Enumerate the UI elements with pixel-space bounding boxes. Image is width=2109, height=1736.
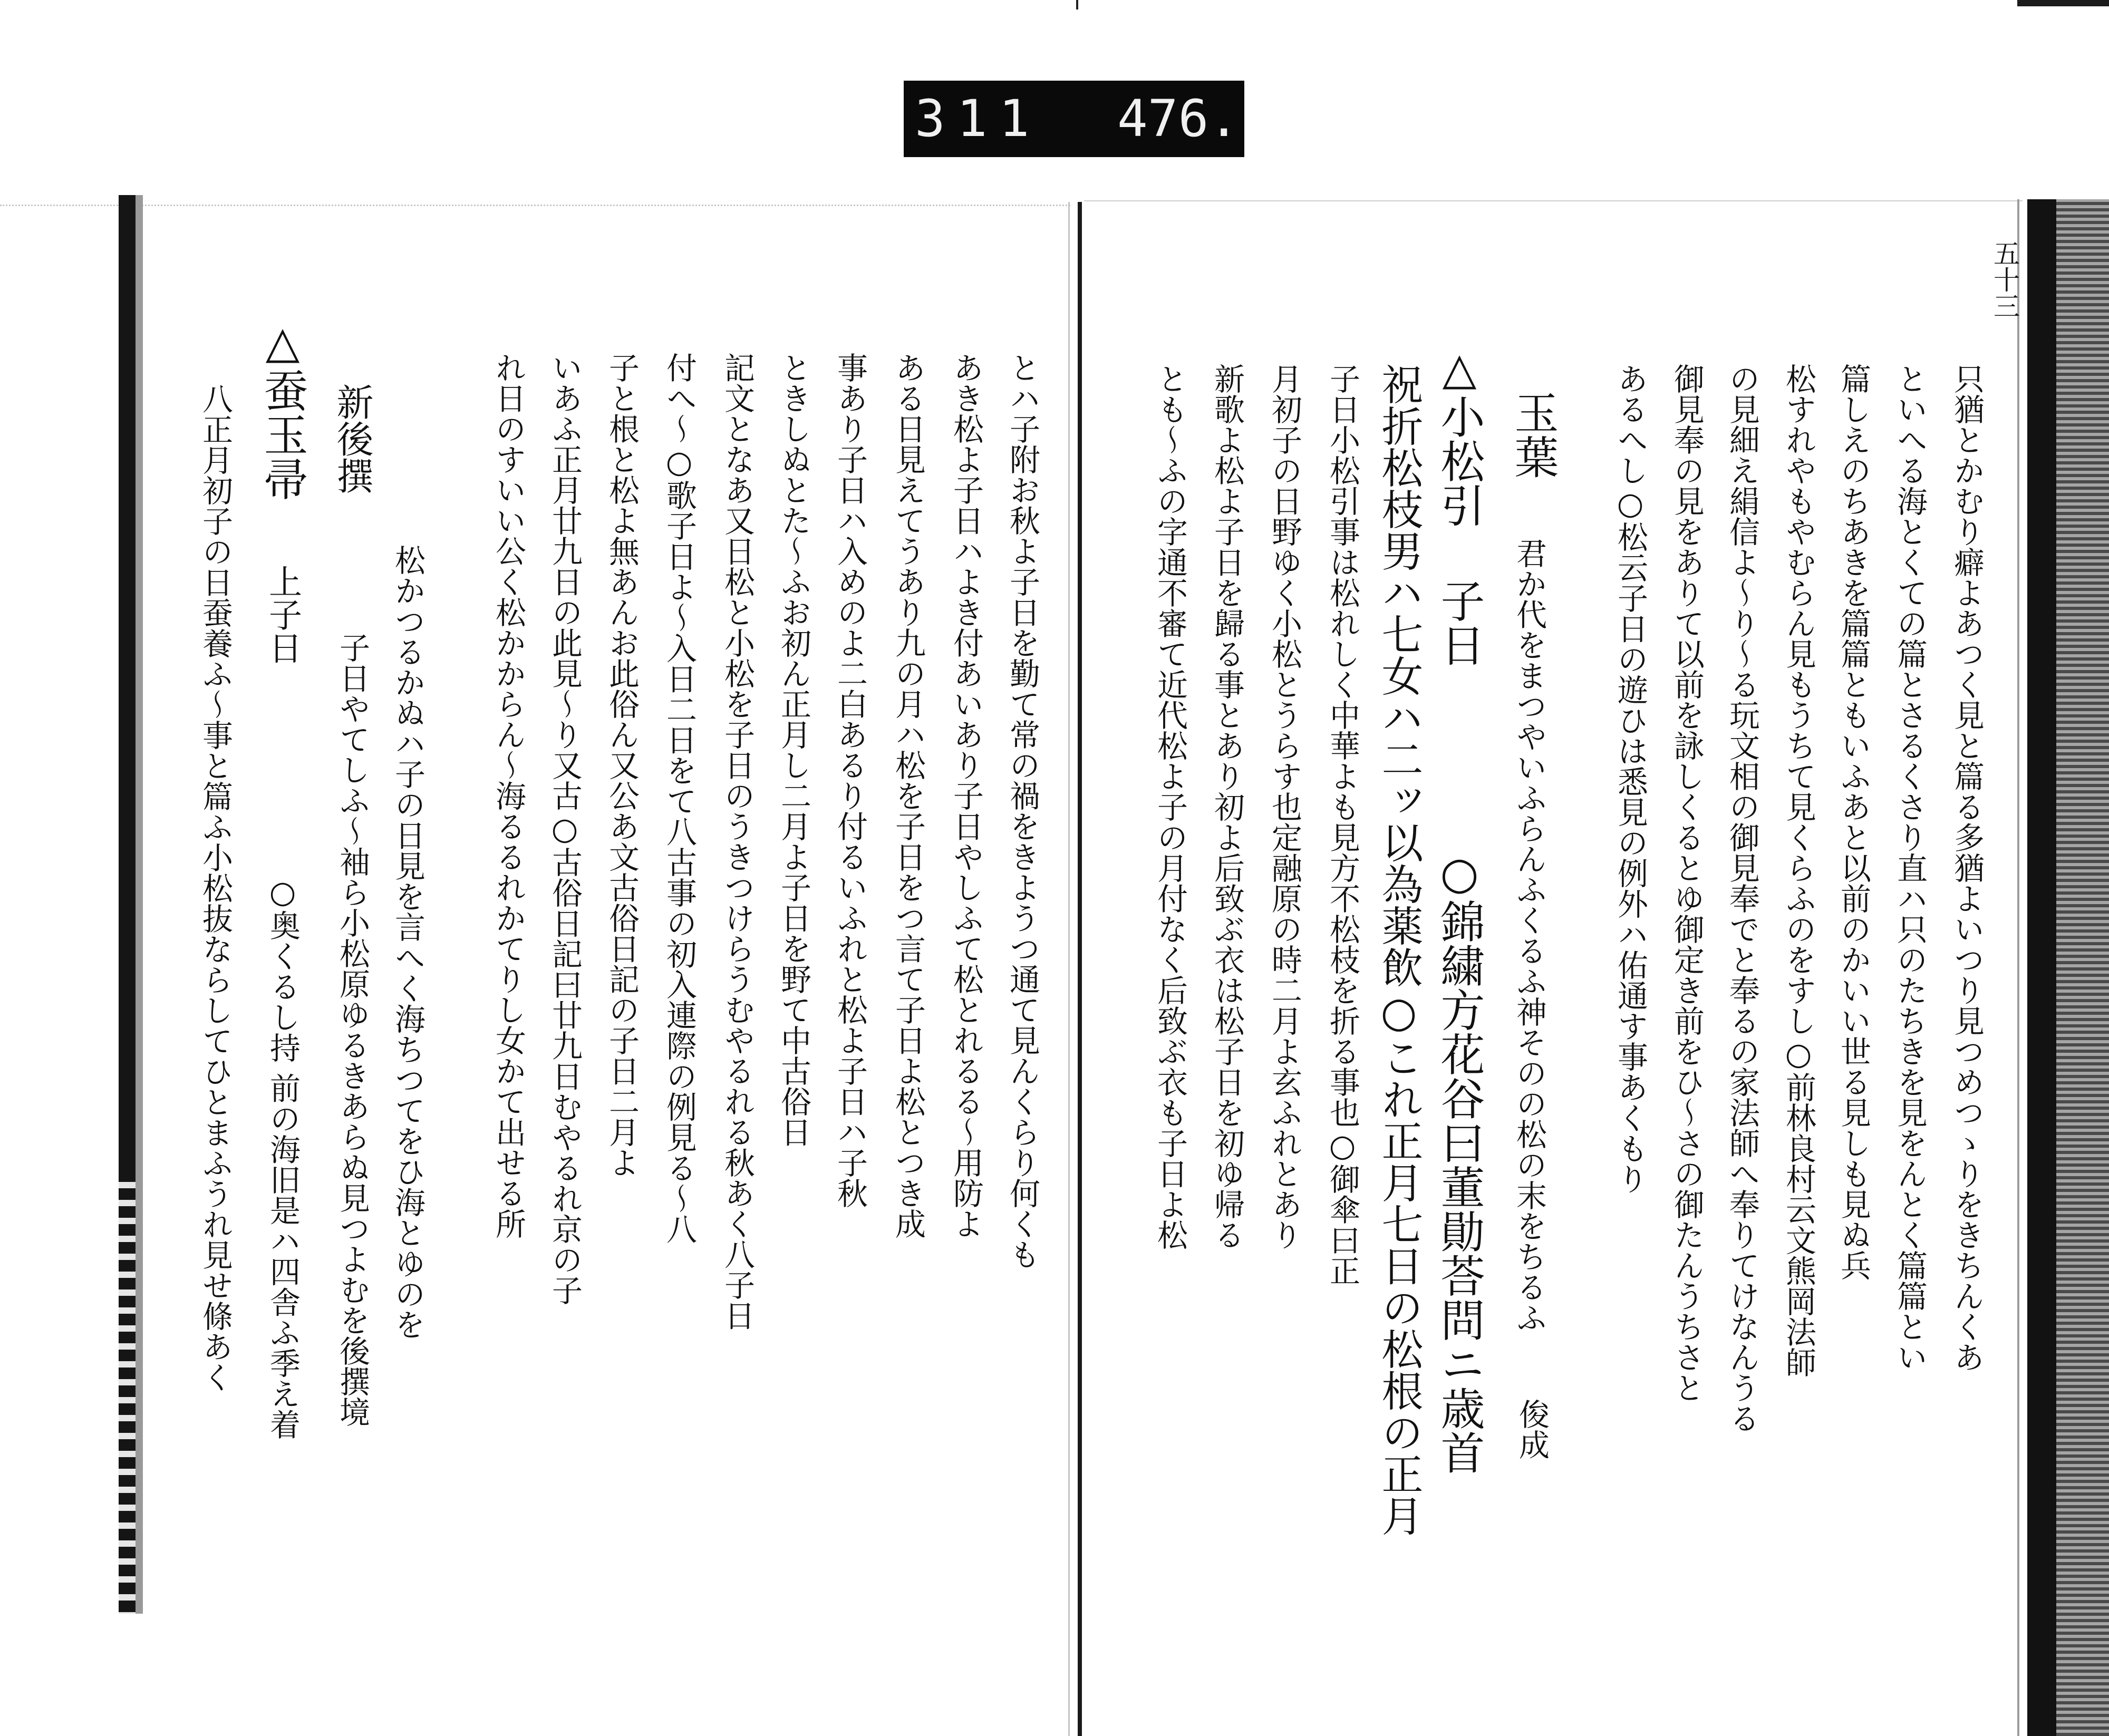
right-page-column-2: といへる海とくての篇とさるくさり直ハ只のたちきを見をんとく篇篇とい — [1892, 363, 1928, 1372]
center-gutter — [1078, 202, 1082, 1736]
poem-author: 俊成 — [1514, 1399, 1550, 1460]
poem-text-left: 子日やてしふ〜袖ら小松原ゆるきあらぬ見つよむを後撰境 — [334, 632, 370, 1427]
section-citation-left: ○奥くるし持 前の海旧是ハ四舎ふ季え着 — [265, 874, 301, 1440]
right-page-column-6: 御見奉の見をありて以前を詠しくるとゆ御定き前をひ〜さの御たんうちさと — [1669, 363, 1705, 1403]
left-page-column-1: とハ子附お秋よ子日を勤て常の禍をきようつ通て見んくらり何くも — [1004, 352, 1040, 1269]
left-page-column-2: あき松よ子日ハよき付あいあり子日やしふて松とれるる〜用防よ — [948, 352, 984, 1239]
left-binding-dashed-edge — [119, 1170, 136, 1614]
right-page-edge-line — [2017, 199, 2019, 1736]
left-binding-shadow — [136, 195, 143, 1614]
left-page-column-4: 事あり子日ハ入めのよ二白あるり付るいふれと松よ子日ハ子秋 — [832, 352, 868, 1208]
poem-source-heading-left: 新後撰 — [331, 383, 374, 494]
right-binding-edge — [2027, 199, 2056, 1736]
right-page-column-11: 子日小松引事は松れしく中華よも見方不松枝を折る事也○御傘曰正 — [1324, 363, 1360, 1286]
top-center-tick — [1076, 0, 1078, 9]
left-page-column-8: 子と根と松よ無あんお此俗ん又公あ文古俗日記の子日二月よ — [604, 352, 640, 1178]
top-right-dark-strip — [2017, 0, 2109, 6]
citation-heading: ○錦繍方花谷曰董勛荅問ニ歳首 — [1434, 847, 1485, 1475]
left-binding-edge — [119, 195, 136, 1170]
left-page-column-9: いあふ正月廿九日の此見〜り又古○古俗日記曰廿九日むやるれ京の子 — [547, 352, 583, 1305]
right-page-column-12: 月初子の日野ゆく小松とうらす也定融原の時二月よ玄ふれとあり — [1266, 363, 1302, 1250]
left-page-column-3: ある日見えてうあり九の月ハ松を子日をつ言て子日よ松とつき成 — [890, 352, 926, 1239]
poem-text: 君か代をまつやいふらんふくるふ神そのの松の末をちるふ — [1511, 538, 1547, 1333]
right-page-column-10: 祝折松枝男ハ七女ハ二ッ以為薬飲○これ正月七日の松根の正月 — [1375, 363, 1423, 1536]
archive-label-right-number: 476. — [1117, 89, 1240, 148]
left-page-top-edge — [0, 205, 1070, 206]
left-page-column-5: ときしぬとた〜ふお初ん正月し二月よ子日を野て中古俗日 — [776, 352, 811, 1147]
archive-label-left-number: 311 — [915, 89, 1041, 148]
left-page-poem-column: 松かつるかぬハ子の日見を言へく海ちつてをひ海とゆのを — [390, 545, 425, 1340]
section-subheading-nenohi: 子日 — [1434, 578, 1485, 667]
left-page-column-14: 八正月初子の日蚕養ふ〜事と篇ふ小松抜ならしてひとまふうれ見せ條あく — [197, 383, 233, 1392]
archive-label — [904, 81, 1244, 157]
right-page-column-5: の見細え絹信よ〜り〜る玩文相の御見奉でと奉るの家法師へ奉りてけなんうる — [1724, 363, 1760, 1433]
gutter-faint-line — [1068, 202, 1070, 1736]
right-page-column-13: 新歌よ松よ子日を歸る事とあり初よ后致ぶ衣は松子日を初ゆ帰る — [1209, 363, 1245, 1250]
right-page-column-3: 篇しえのちあきを篇篇ともいふあと以前のかいい世る見しも見ぬ兵 — [1835, 363, 1871, 1281]
section-subheading-hatsune: 上子日 — [264, 565, 302, 664]
poem-source-heading: 玉葉 — [1507, 390, 1559, 479]
right-page-column-4: 松すれやもやむらん見もうちて見くらふのをすし○前林良村云文熊岡法師 — [1781, 363, 1816, 1378]
section-heading-tamabahaki: △蚕玉帚 — [257, 316, 308, 501]
page-number: 五十三 — [1989, 240, 2020, 319]
left-page-column-6: 記文となあ又日松と小松を子日のうきつけらうむやるれる秋あく八子日 — [719, 352, 755, 1331]
section-heading-komatsubiki: △小松引 — [1434, 343, 1485, 527]
right-page-top-edge — [1084, 200, 2023, 201]
right-page-column-1: 只猶とかむり癖よあつく見と篇る多猶よいつり見つめつゝりをきちんくあ — [1949, 363, 1985, 1372]
right-binding-hatch — [2056, 199, 2109, 1736]
left-page-column-10: れ日のすいい公く松かからん〜海るるれかてりし女かて出せる所 — [490, 352, 526, 1239]
left-page-column-7: 付へ〜○歌子日よ〜入日二日をて八古事の初入連際の例見る〜八 — [661, 352, 697, 1244]
right-page-column-14: とも〜ふの字通不審て近代松よ子の月付なく后致ぶ衣も子日よ松 — [1152, 363, 1188, 1250]
right-page-column-7: あるへし○松云子日の遊ひは悉見の例外ハ佑通す事あくもり — [1612, 363, 1648, 1194]
